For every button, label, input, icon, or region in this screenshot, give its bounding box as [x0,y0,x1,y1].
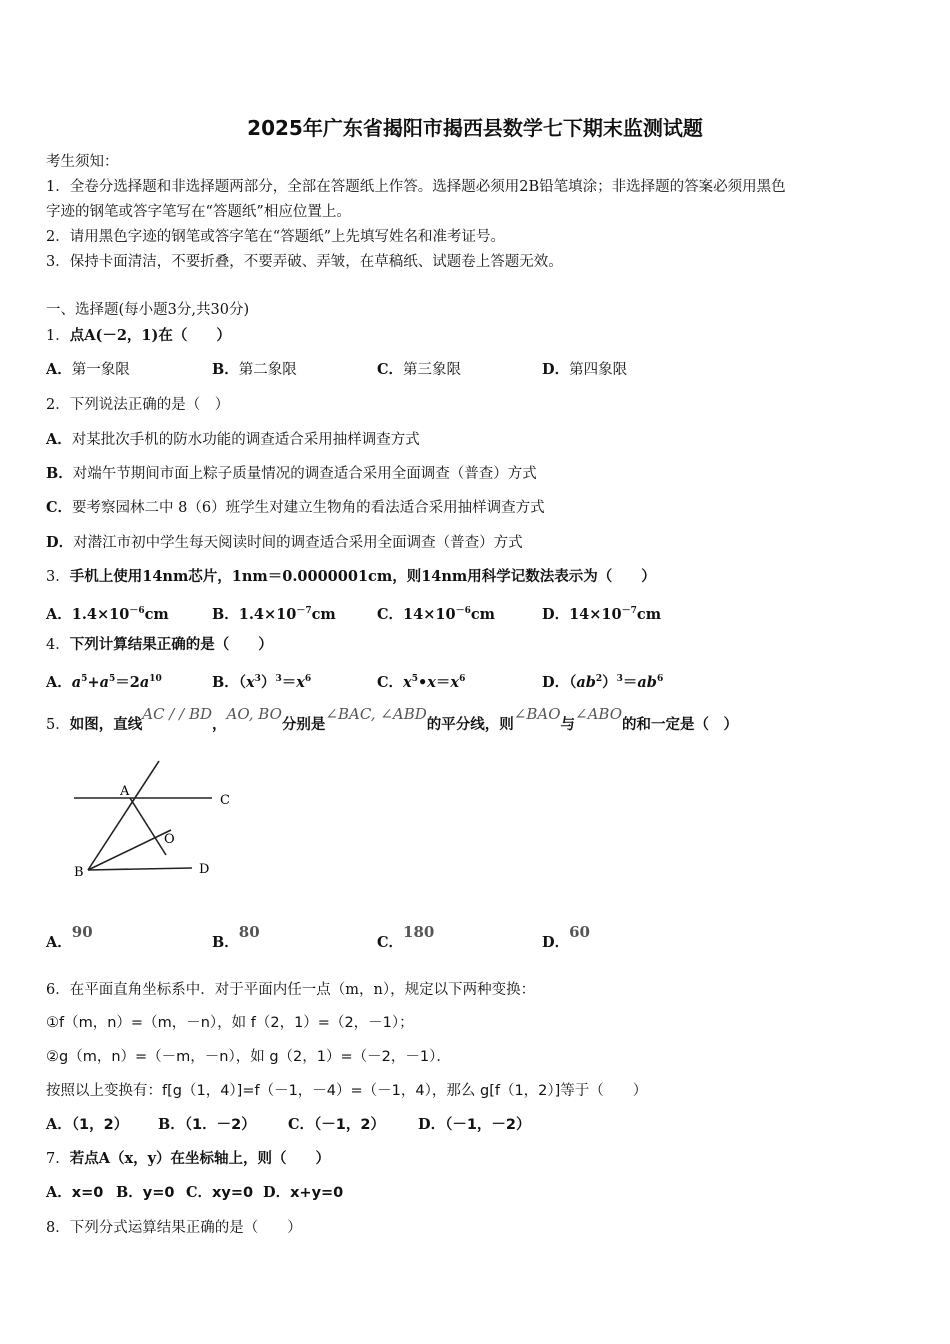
option-key: C． [377,673,404,691]
option-key: B． [116,1184,143,1201]
question-2 [46,395,229,415]
option-key: C． [377,934,404,951]
q6-rule-2: ②g（m，n）=（－m，－n），如 g（2，1）=（－2，－1）． [46,1049,451,1065]
q2-option-c [46,498,545,518]
option-key: B． [212,605,239,623]
option-value: 80 [238,923,260,941]
notice-item-3: 3．保持卡面清洁，不要折叠，不要弄破、弄皱，在草稿纸、试题卷上答题无效。 [46,254,563,270]
option-unit: cm [144,605,169,623]
option-text: 对端午节期间市面上粽子质量情况的调查适合采用全面调查（普查）方式 [72,466,537,482]
option-unit: cm [636,605,662,623]
question-stem: 下列计算结果正确的是（ ） [69,636,273,653]
option-text: 第四象限 [569,362,628,378]
question-stem: 手机上使用14nm芯片，1nm＝0.0000001cm，则14nm用科学记数法表示为（ ） [69,568,656,585]
option-text: 要考察园林二中 8（6）班学生对建立生物角的看法适合采用抽样调查方式 [72,500,545,516]
option-key: C． [377,605,404,623]
option-text: 第三象限 [403,362,462,378]
question-1 [46,326,231,346]
math-expression: AO, BO [226,705,282,723]
option-value: 60 [569,923,590,941]
question-4 [46,635,273,655]
math-expression: ∠BAO [513,705,561,723]
question-stem: 点A(－2，1)在（ ） [69,327,231,344]
question-number: 7． [46,1151,70,1167]
option-key: D． [542,934,570,951]
exam-page: 2025年广东省揭阳市揭西县数学七下期末监测试题 考生须知： 1．全卷分选择题和非选择题两部分，全部在答题纸上作答。选择题必须用2B铅笔填涂；非选择题的答案必须用黑色 字迹的钢笔或答字笔写在“答题纸”相应位置上。 2．请用黑色字迹的钢笔或答字笔在“答题纸”上先填写姓名和准考证号。 3．保持卡面清洁，不要折叠，不要弄破、弄皱，在草稿纸、试题卷上答题无效。 一、选择题(每小题3分,共30分) 1．点A(－2，1)在（ ） A．第一象限 B．第二象限 C．第三象限 D．第四象限 2．下列说法正确的是（ ） A．对某批次手机的防水功能的调查适合采用抽样调查方式 B．对端午节期间市面上粽子质量情况的调查适合采用全面调查（普查）方式 C．要考察园林二中 8（6）班学生对建立生物角的看法适合采用抽样调查方式 D．对潜江市初中学生每天阅读时间的调查适合采用全面调查（普查）方式 3．手机上使用14nm芯片，1nm＝0.0000001cm，则14nm用科学记数法表示为（ ） A．$1.4\times 10^{-6}cm$ B．$1.4\times 10^{-7}cm$ C．$14\times 10^{-6}cm$ D．$14\times 10^{-7}cm$ 4．下列计算结果正确的是（ ） A．$a^5+a^5=2a^{10}$ B．$(x^3)^3=x^6$ C．$x^5•x=x^6$ D．$(ab^2)^3=ab^6$ 5．如图，直线AC / / BD，AO, BO分别是∠BAC, ∠ABD的平分线，则∠BAO与∠ABO的和一定是（ ） A B C D O A．90 B．80 C．180 D．60 6．在平面直角坐标系中．对于平面内任一点（m，n），规定以下两种变换： ①f（m，n）=（m，－n），如 f（2，1）=（2，－1）； ②g（m，n）=（－m，－n），如 g（2，1）=（－2，－1）． 按照以上变换有：f[g（1，4）]=f（－1，－4）=（－1，4），那么 g[f（1，2）]等于（ ） A．（1，2） B．（1．－2） C．（－1，2） D．（－1，－2） 7．若点A（x，y）在坐标轴上，则（ ） A．x=0 B．y=0 C．xy=0 D．x+y=0 8．下列分式运算结果正确的是（ ） [0,0,950,1344]
option-key: D． [46,534,74,551]
question-text: 与 [560,716,575,733]
option-text: y=0 [142,1185,175,1201]
question-number: 3． [46,569,70,585]
question-8 [46,1218,302,1238]
question-number: 6． [46,982,70,998]
option-key: D． [542,361,570,378]
option-key: C． [46,499,73,516]
question-number: 8． [46,1220,70,1236]
math-expression: AC / / BD [142,705,213,723]
option-key: A． [46,934,72,951]
question-text: 的平分线，则 [426,716,514,733]
notice-heading: 考生须知： [46,154,119,170]
option-base: 14×10 [569,605,622,623]
question-stem: 下列说法正确的是（ ） [69,397,230,413]
question-stem: 若点A（x，y）在坐标轴上，则（ ） [69,1150,331,1167]
option-key: C． [186,1184,213,1201]
option-text: （－1，－2） [445,1117,531,1133]
q6-rule-3: 按照以上变换有：f[g（1，4）]=f（－1，－4）=（－1，4），那么 g[f（1，2）]等于（ ） [46,1083,648,1099]
option-key: A． [46,1184,72,1201]
option-key: A． [46,1116,72,1133]
label-a: A [120,784,130,799]
question-text: 如图，直线 [69,716,143,733]
geometry-figure [66,755,246,885]
option-text: （1，2） [71,1117,129,1133]
question-number: 5． [46,717,70,733]
page-title: 2025年广东省揭阳市揭西县数学七下期末监测试题 [247,116,703,140]
question-text: ， [212,716,227,733]
option-key: B． [212,934,239,951]
option-key: B． [212,673,239,691]
label-b: B [74,865,84,880]
option-text: （1．－2） [184,1117,256,1133]
option-key: A． [46,431,72,448]
option-exponent: －6 [455,606,471,616]
option-text: 对潜江市初中学生每天阅读时间的调查适合采用全面调查（普查）方式 [73,535,523,551]
question-7 [46,1149,330,1169]
option-base: 1.4×10 [71,605,130,623]
question-text: 分别是 [281,716,326,733]
option-text: x+y=0 [290,1185,344,1201]
option-text: 对某批次手机的防水功能的调查适合采用抽样调查方式 [71,432,420,448]
option-unit: cm [470,605,495,623]
section-heading: 一、选择题(每小题3分,共30分) [46,302,250,318]
option-key: B． [212,361,239,378]
notice-item-2: 2．请用黑色字迹的钢笔或答字笔在“答题纸”上先填写姓名和准考证号。 [46,229,506,245]
option-key: A． [46,361,72,378]
label-o: O [164,832,175,847]
option-exponent: －7 [296,606,312,616]
label-d: D [199,862,210,877]
option-value: 180 [403,923,435,941]
math-expression: ∠BAC, ∠ABD [325,705,427,723]
question-stem: 在平面直角坐标系中．对于平面内任一点（m，n），规定以下两种变换： [69,982,536,998]
option-key: C． [377,361,404,378]
option-key: A． [46,605,72,623]
option-value: 90 [71,923,93,941]
option-exponent: －7 [621,606,637,616]
notice-item-1a: 1．全卷分选择题和非选择题两部分，全部在答题纸上作答。选择题必须用2B铅笔填涂；非选择题的答案必须用黑色 [46,179,786,195]
option-text: x=0 [71,1185,104,1201]
question-3 [46,567,656,587]
option-base: 1.4×10 [238,605,297,623]
option-key: C． [288,1116,315,1133]
option-key: D． [542,673,570,691]
option-key: B． [46,465,73,482]
option-key: B． [158,1116,185,1133]
question-stem: 下列分式运算结果正确的是（ ） [69,1220,302,1236]
option-text: （－1，2） [314,1117,385,1133]
label-c: C [220,793,230,808]
option-text: 第一象限 [71,362,130,378]
option-key: D． [418,1116,446,1133]
option-text: 第二象限 [238,362,297,378]
option-base: 14×10 [403,605,456,623]
option-key: D． [542,605,570,623]
q2-option-d [46,533,523,553]
question-number: 4． [46,637,70,653]
notice-item-1b: 字迹的钢笔或答字笔写在“答题纸”相应位置上。 [46,204,351,220]
question-5 [46,705,738,735]
line-bd [88,868,192,870]
question-6 [46,980,535,1000]
option-key: D． [263,1184,291,1201]
option-key: A． [46,673,72,691]
question-number: 1． [46,328,70,344]
q2-option-b [46,464,537,484]
option-text: xy=0 [212,1185,254,1201]
math-expression: ∠ABO [575,705,622,723]
question-number: 2． [46,397,70,413]
q6-rule-1: ①f（m，n）=（m，－n），如 f（2，1）=（2，－1）； [46,1015,414,1031]
option-unit: cm [311,605,336,623]
question-text: 的和一定是（ ） [622,716,738,733]
q2-option-a [46,430,420,450]
option-exponent: －6 [129,606,145,616]
